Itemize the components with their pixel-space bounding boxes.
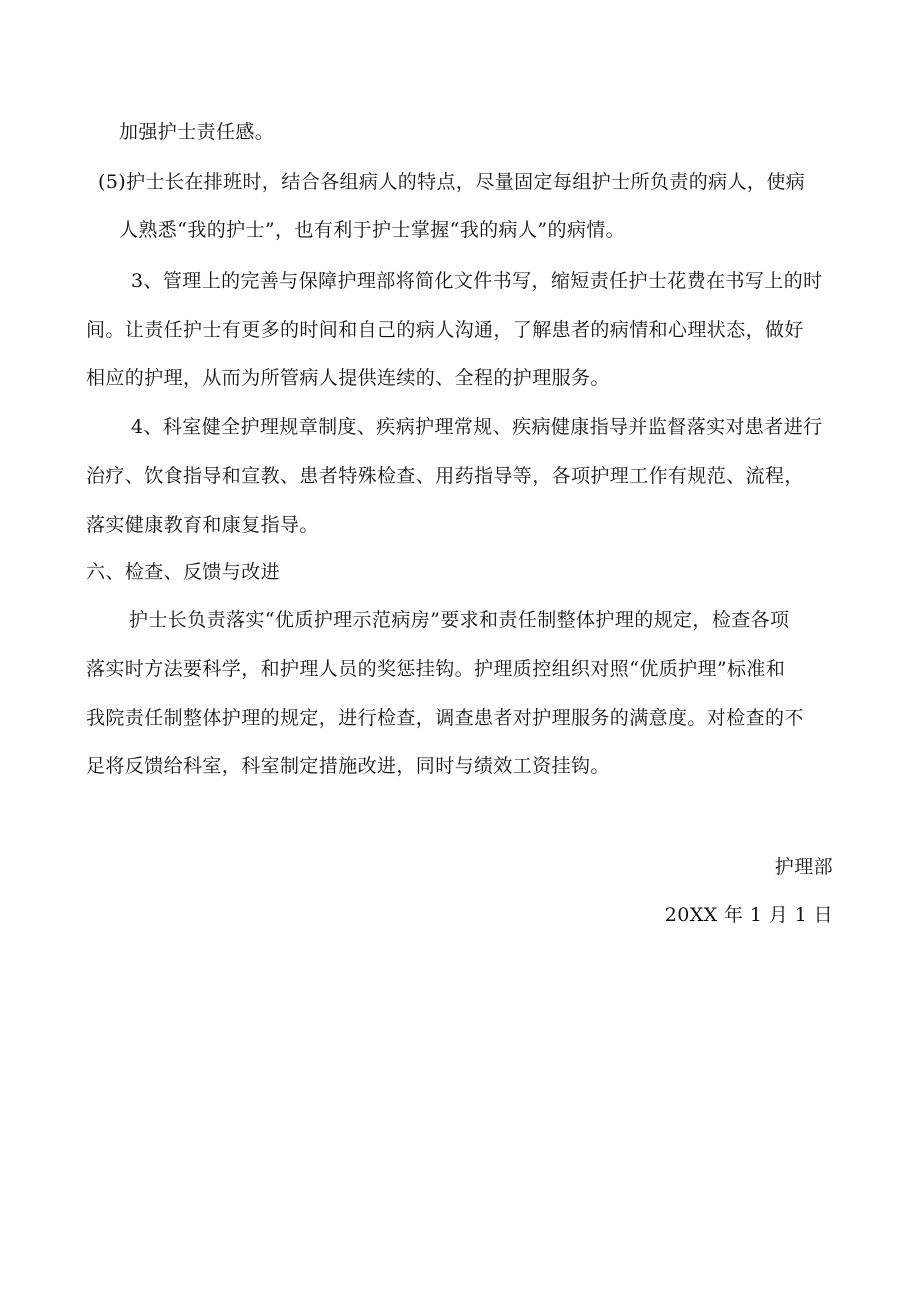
paragraph-line: 加强护士责任感。	[119, 121, 275, 143]
paragraph-line: (5)护士长在排班时，结合各组病人的特点，尽量固定每组护士所负责的病人，使病	[98, 171, 806, 193]
paragraph-line: 落实健康教育和康复指导。	[86, 514, 319, 536]
paragraph-line: 我院责任制整体护理的规定，进行检查，调查患者对护理服务的满意度。对检查的不	[86, 707, 804, 729]
paragraph-line: 落实时方法要科学，和护理人员的奖惩挂钩。护理质控组织对照“优质护理”标准和	[86, 658, 786, 680]
paragraph-line: 3、管理上的完善与保障护理部将简化文件书写，缩短责任护士花费在书写上的时	[131, 270, 823, 292]
paragraph-line: 人熟悉“我的护士”，也有利于护士掌握“我的病人”的病情。	[119, 219, 626, 241]
paragraph-line: 4、科室健全护理规章制度、疾病护理常规、疾病健康指导并监督落实对患者进行	[131, 416, 823, 438]
signature-date: 20XX 年 1 月 1 日	[664, 904, 833, 926]
paragraph-line: 间。让责任护士有更多的时间和自己的病人沟通，了解患者的病情和心理状态，做好	[86, 319, 804, 341]
paragraph-line: 护士长负责落实“优质护理示范病房”要求和责任制整体护理的规定，检查各项	[129, 609, 790, 631]
section-heading: 六、检查、反馈与改进	[86, 561, 281, 583]
signature-department: 护理部	[774, 856, 833, 878]
paragraph-line: 足将反馈给科室，科室制定措施改进，同时与绩效工资挂钩。	[86, 755, 610, 777]
paragraph-line: 相应的护理，从而为所管病人提供连续的、全程的护理服务。	[86, 367, 610, 389]
paragraph-line: 治疗、饮食指导和宣教、患者特殊检查、用药指导等，各项护理工作有规范、流程，	[86, 465, 804, 487]
